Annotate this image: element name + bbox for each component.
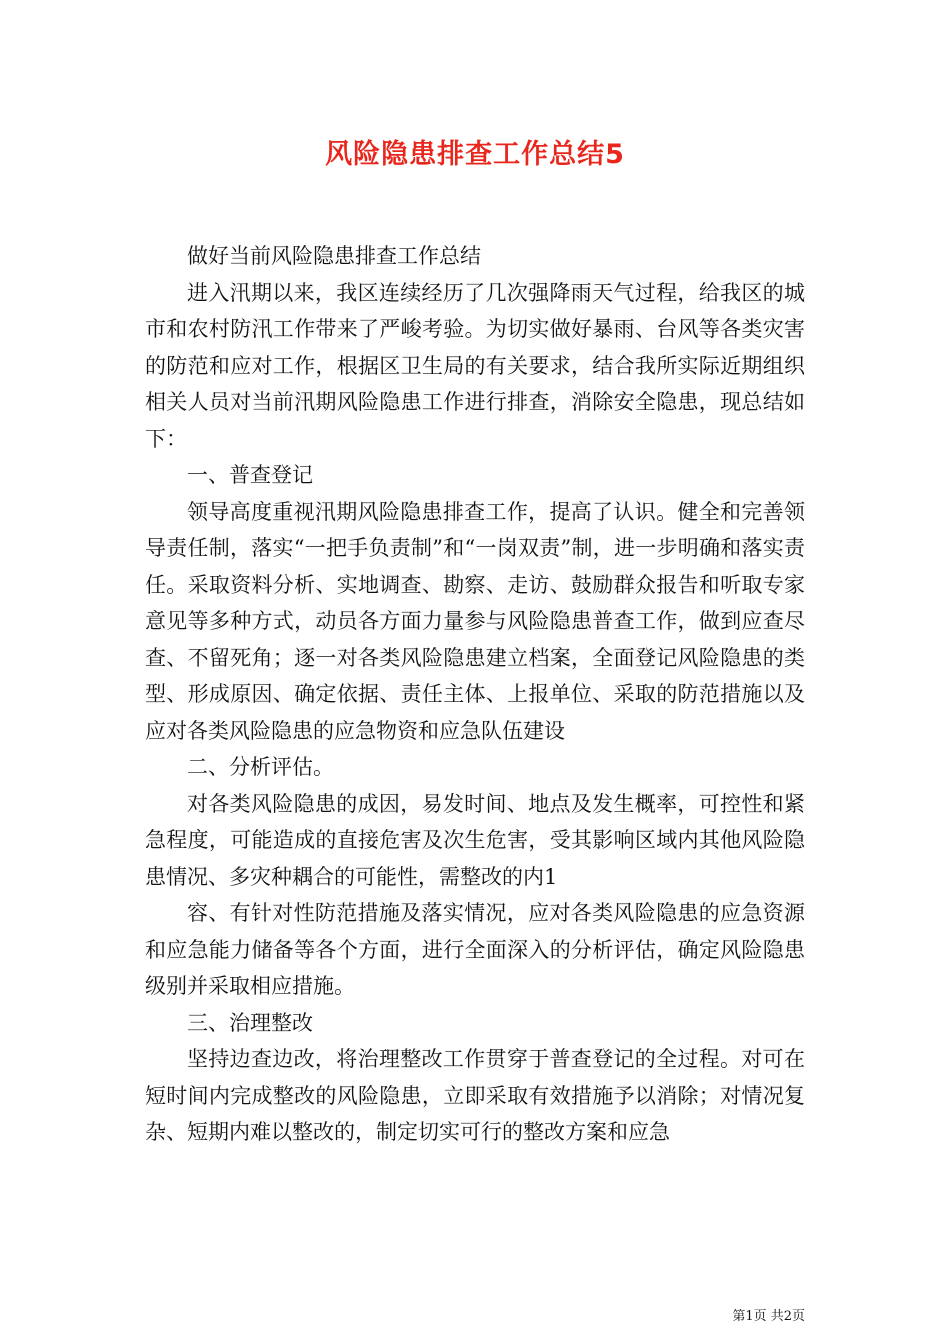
document-subtitle: 做好当前风险隐患排查工作总结 <box>187 244 481 268</box>
section-paragraph-3: 坚持边查边改，将治理整改工作贯穿于普查登记的全过程。对可在短时间内完成整改的风险隐患，立即采取有效措施予以消除；对情况复杂、短期内难以整改的，制定切实可行的整改方案和应急 <box>145 1047 805 1144</box>
section-paragraph-2b: 容、有针对性防范措施及落实情况，应对各类风险隐患的应急资源和应急能力储备等各个方面，进行全面深入的分析评估，确定风险隐患级别并采取相应措施。 <box>145 901 805 998</box>
section-paragraph-2a: 对各类风险隐患的成因，易发时间、地点及发生概率，可控性和紧急程度，可能造成的直接危害及次生危害，受其影响区域内其他风险隐患情况、多灾种耦合的可能性，需整改的内1 <box>145 791 805 889</box>
section-heading-2: 二、分析评估。 <box>187 755 334 779</box>
page-number: 第1页 共2页 <box>732 1309 805 1324</box>
document-body <box>145 238 805 1151</box>
section-heading-3: 三、治理整改 <box>187 1010 313 1035</box>
document-title: 风险隐患排查工作总结5 <box>325 139 625 170</box>
section-paragraph-1: 领导高度重视汛期风险隐患排查工作，提高了认识。健全和完善领导责任制，落实“一把手负责制”和“一岗双责”制，进一步明确和落实责任。采取资料分析、实地调查、勘察、走访、鼓励群众报告和听取专家意见等多种方式，动员各方面力量参与风险隐患普查工作，做到应查尽查、不留死角；逐一对各类风险隐患建立档案，全面登记风险隐患的类型、形成原因、确定依据、责任主体、上报单位、采取的防范措施以及应对各类风险隐患的应急物资和应急队伍建设 <box>145 499 805 743</box>
section-heading-1: 一、普查登记 <box>187 463 313 487</box>
intro-paragraph: 进入汛期以来，我区连续经历了几次强降雨天气过程，给我区的城市和农村防汛工作带来了严峻考验。为切实做好暴雨、台风等各类灾害的防范和应对工作，根据区卫生局的有关要求，结合我所实际近期组织相关人员对当前汛期风险隐患工作进行排查，消除安全隐患，现总结如下： <box>145 280 805 451</box>
